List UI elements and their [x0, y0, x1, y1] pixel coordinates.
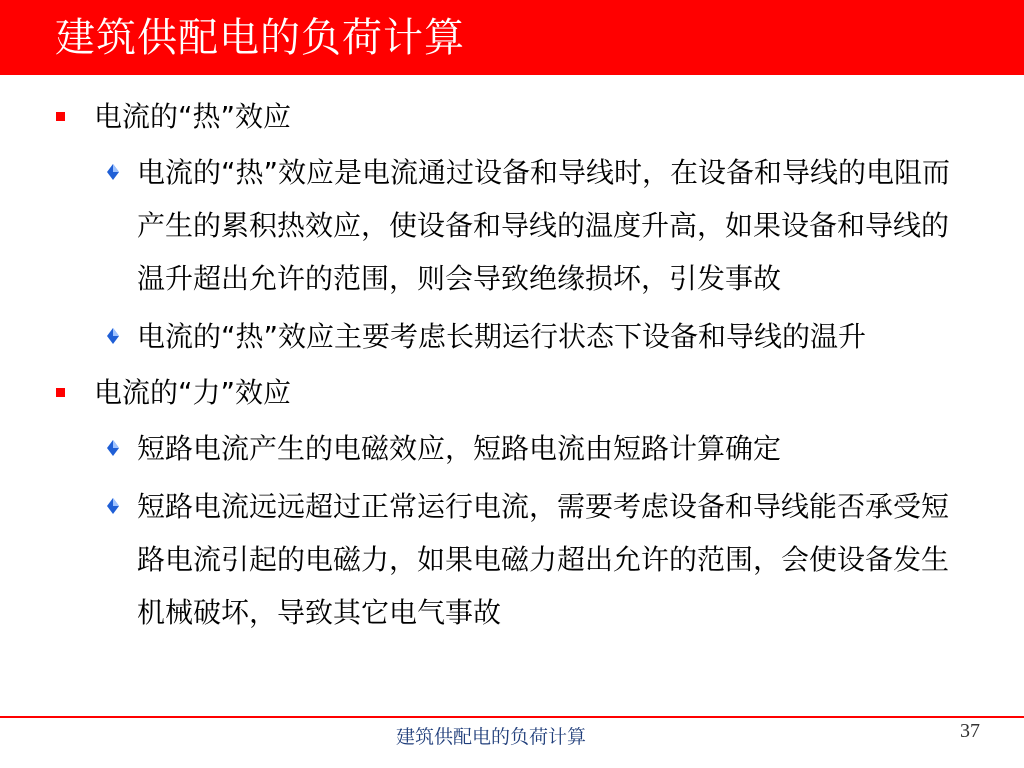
- footer-title: 建筑供配电的负荷计算: [396, 726, 587, 748]
- sub-bullet-item-1-1: [0, 146, 1024, 305]
- bullet-item-1: [0, 92, 1024, 142]
- sub-bullet-item-2-1-text: 短路电流产生的电磁效应，短路电流由短路计算确定: [137, 432, 782, 465]
- sub-bullet-item-2-1: [0, 422, 1024, 475]
- blue-diamond-bullet-icon: [106, 497, 120, 515]
- slide-content: [0, 92, 1024, 644]
- bullet-item-2-text: 电流的“力”效应: [94, 376, 292, 409]
- red-square-bullet-icon: [56, 112, 65, 121]
- red-square-bullet-icon: [56, 388, 65, 397]
- blue-diamond-bullet-icon: [106, 163, 120, 181]
- bullet-item-1-text: 电流的“热”效应: [94, 100, 292, 133]
- sub-bullet-item-1-2: [0, 310, 1024, 363]
- blue-diamond-bullet-icon: [106, 439, 120, 457]
- sub-bullet-item-1-2-text: 电流的“热”效应主要考虑长期运行状态下设备和导线的温升: [137, 320, 867, 353]
- bullet-item-2: [0, 368, 1024, 418]
- slide-title: 建筑供配电的负荷计算: [55, 15, 465, 61]
- sub-bullet-item-1-1-text: 电流的“热”效应是电流通过设备和导线时，在设备和导线的电阻而产生的累积热效应，使设备和导线的温度升高，如果设备和导线的温升超出允许的范围，则会导致绝缘损坏，引发事故: [137, 156, 951, 295]
- sub-bullet-item-2-2-text: 短路电流远远超过正常运行电流，需要考虑设备和导线能否承受短路电流引起的电磁力，如果电磁力超出允许的范围，会使设备发生机械破坏，导致其它电气事故: [137, 490, 950, 629]
- title-bar: [0, 0, 1024, 75]
- page-number: 37: [960, 720, 980, 742]
- sub-bullet-item-2-2: [0, 480, 1024, 639]
- footer-divider: [0, 716, 1024, 718]
- blue-diamond-bullet-icon: [106, 327, 120, 345]
